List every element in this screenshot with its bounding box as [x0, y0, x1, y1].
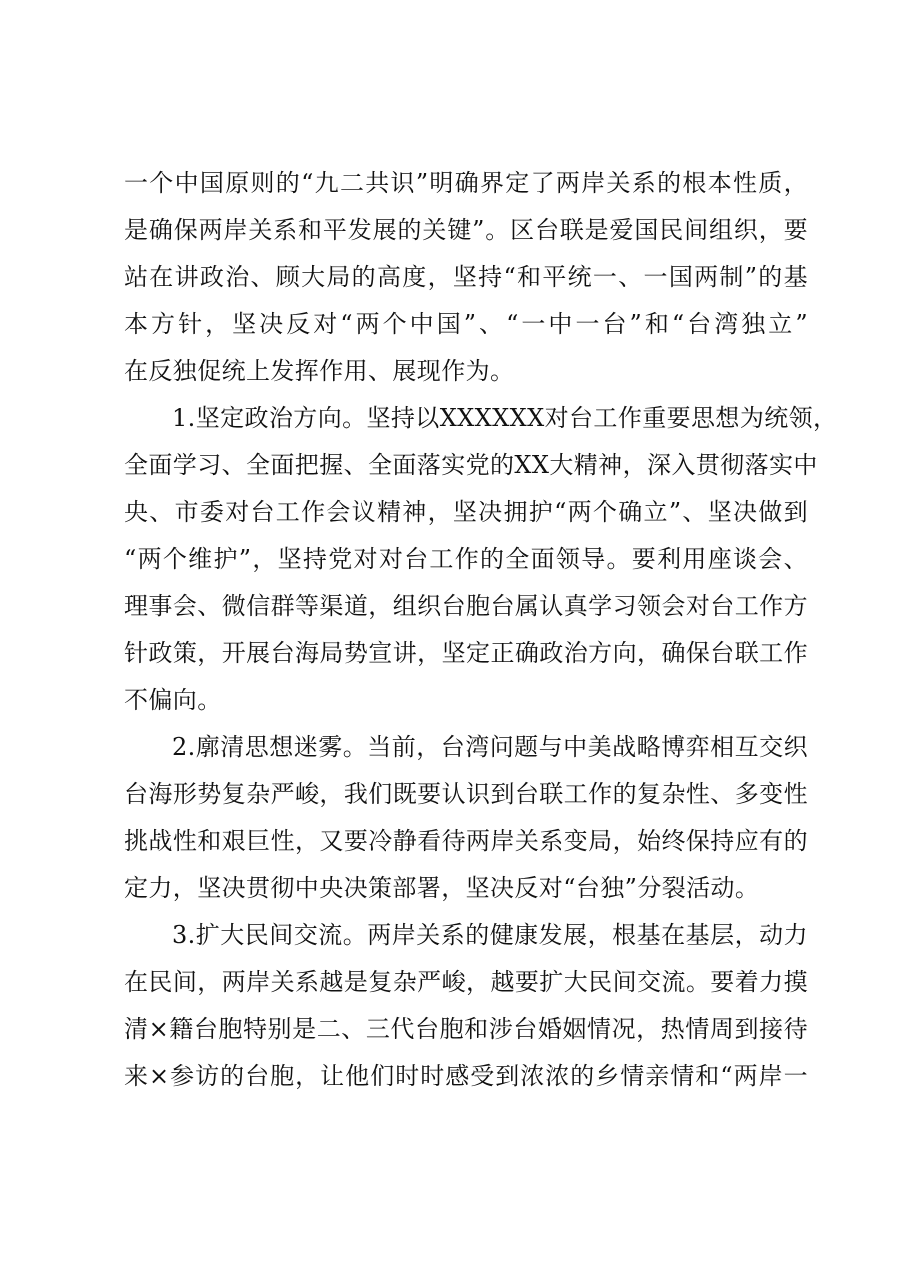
text-line: 不偏向。 [124, 686, 222, 714]
text-line: 一个中国原则的“九二共识”明确界定了两岸关系的根本性质， [124, 169, 808, 197]
text-line: “两个维护”，坚持党对对台工作的全面领导。要利用座谈会、 [124, 545, 808, 573]
text-line: 清×籍台胞特别是二、三代台胞和涉台婚姻情况，热情周到接待 [124, 1015, 808, 1043]
text-line: 定力，坚决贯彻中央决策部署，坚决反对“台独”分裂活动。 [124, 874, 760, 902]
text-line: 在反独促统上发挥作用、展现作为。 [124, 357, 515, 385]
text-line: 来×参访的台胞，让他们时时感受到浓浓的乡情亲情和“两岸一 [124, 1062, 808, 1090]
text-line: 站在讲政治、顾大局的高度，坚持“和平统一、一国两制”的基 [124, 263, 808, 291]
text-line: 挑战性和艰巨性，又要冷静看待两岸关系变局，始终保持应有的 [124, 827, 808, 855]
text-line: 全面学习、全面把握、全面落实党的XX大精神，深入贯彻落实中 [124, 451, 818, 479]
document-body [124, 160, 838, 1100]
text-line: 本方针，坚决反对“两个中国”、“一中一台”和“台湾独立” [124, 310, 808, 338]
text-line: 台海形势复杂严峻，我们既要认识到台联工作的复杂性、多变性 [124, 780, 808, 808]
text-line: 是确保两岸关系和平发展的关键”。区台联是爱国民间组织，要 [124, 216, 808, 244]
paragraph-first-line: 1.坚定政治方向。坚持以XXXXXX对台工作重要思想为统领， [172, 404, 838, 432]
text-line: 针政策，开展台海局势宣讲，坚定正确政治方向，确保台联工作 [124, 639, 808, 667]
text-line: 央、市委对台工作会议精神，坚决拥护“两个确立”、坚决做到 [124, 498, 808, 526]
paragraph-first-line: 3.扩大民间交流。两岸关系的健康发展，根基在基层，动力 [172, 921, 808, 949]
paragraph-first-line: 2.廓清思想迷雾。当前，台湾问题与中美战略博弈相互交织 [172, 733, 808, 761]
text-line: 在民间，两岸关系越是复杂严峻，越要扩大民间交流。要着力摸 [124, 968, 808, 996]
text-line: 理事会、微信群等渠道，组织台胞台属认真学习领会对台工作方 [124, 592, 808, 620]
